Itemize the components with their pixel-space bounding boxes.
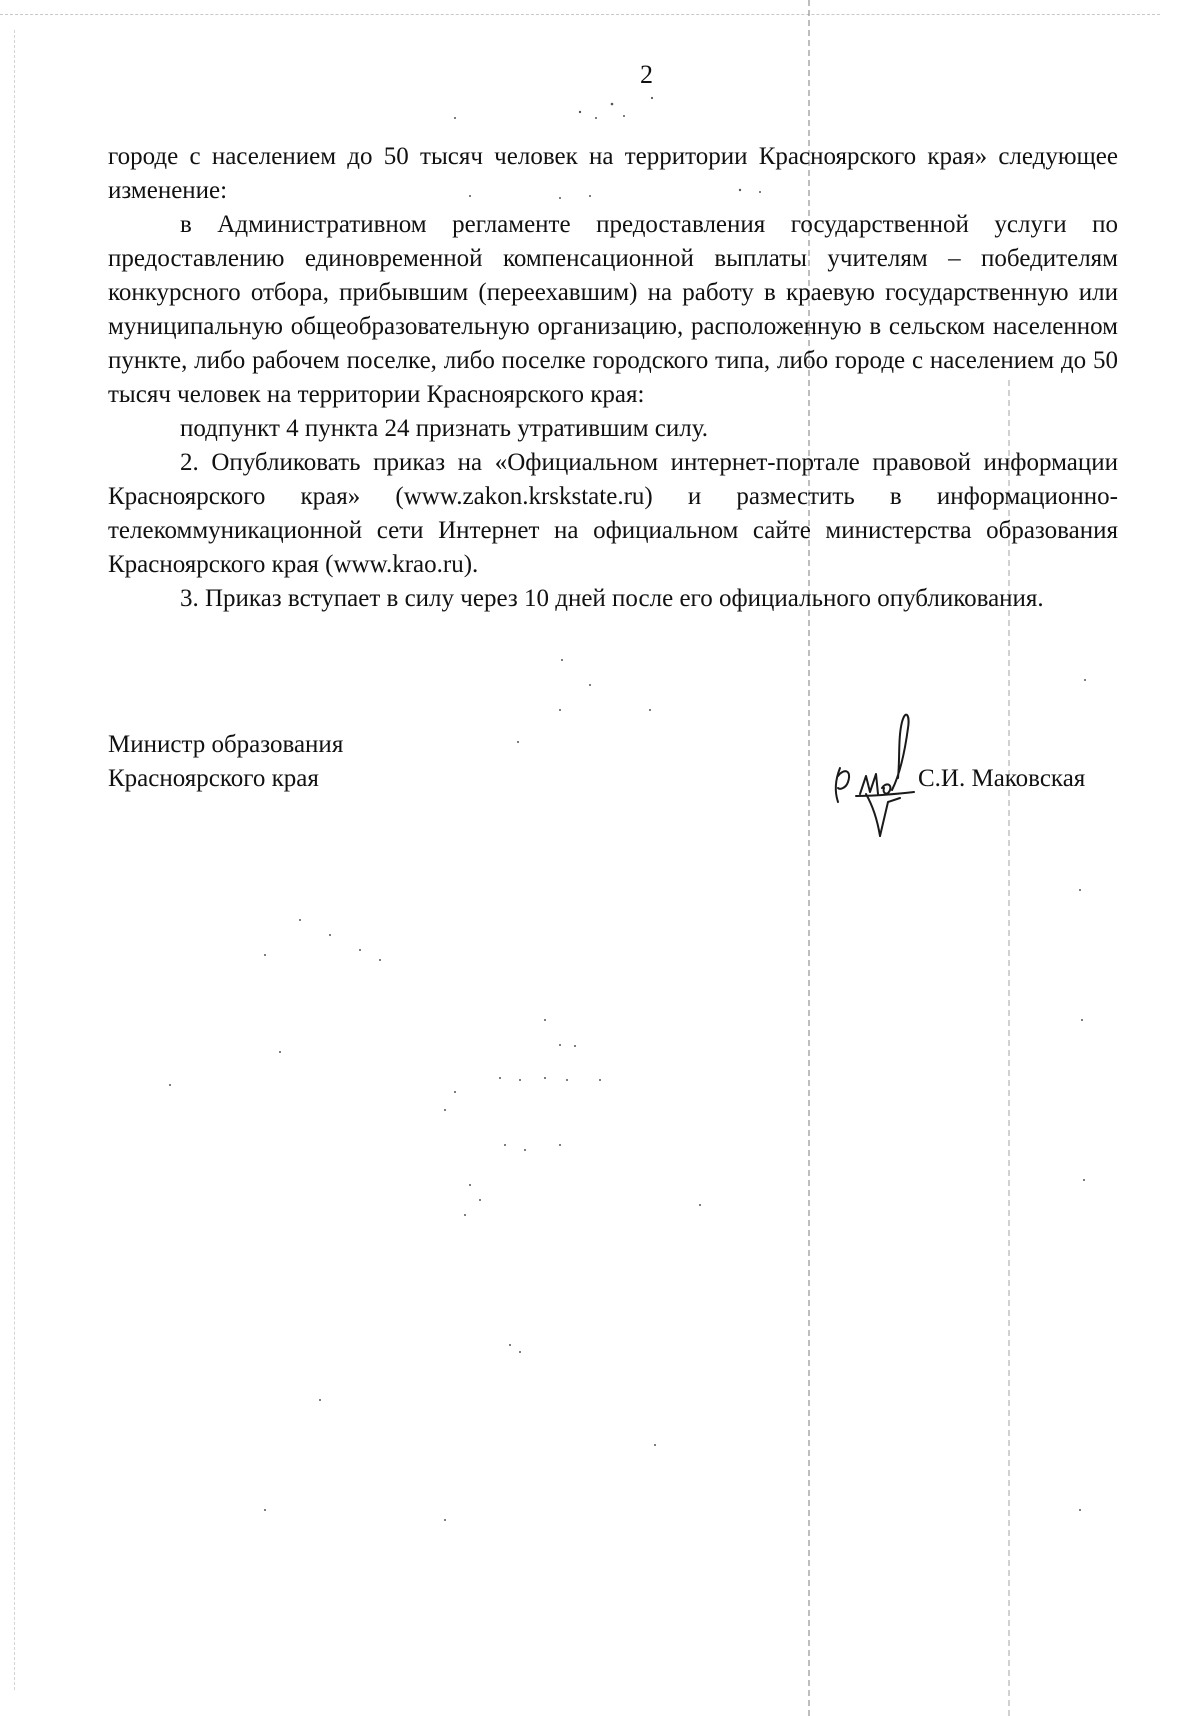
signer-organization: Красноярского края — [108, 765, 319, 792]
paragraph: в Административном регламенте предоставления государственной услуги по предоставлению единовременной компенсационной выплаты учителям – победителям конкурсного отбора, прибывшим (переехавшим) на работу в краевую государственную или муниципальную общеобразовательную организацию, расположенную в сельском населенном пункте, либо рабочем поселке, либо поселке городского типа, либо городе с населением до 50 тысяч человек на территории Красноярского края: — [108, 211, 1118, 408]
paragraph: 2. Опубликовать приказ на «Официальном интернет-портале правовой информации Красноярского края» (www.zakon.krskstate.ru) и разместить в информационно-телекоммуникационной сети Интернет на официальном сайте министерства образования Красноярского края (www.krao.ru). — [108, 449, 1118, 578]
signer-title: Министр образования — [108, 731, 344, 758]
document-body — [108, 140, 1118, 616]
signer-name: С.И. Маковская — [918, 765, 1086, 792]
page-number: 2 — [640, 60, 653, 89]
paragraph: подпункт 4 пункта 24 признать утратившим силу. — [180, 415, 709, 442]
paragraph: городе с населением до 50 тысяч человек на территории Красноярского края» следующее изменение: — [108, 143, 1118, 204]
paragraph: 3. Приказ вступает в силу через 10 дней после его официального опубликования. — [180, 585, 1044, 612]
signature-block — [108, 728, 1118, 848]
